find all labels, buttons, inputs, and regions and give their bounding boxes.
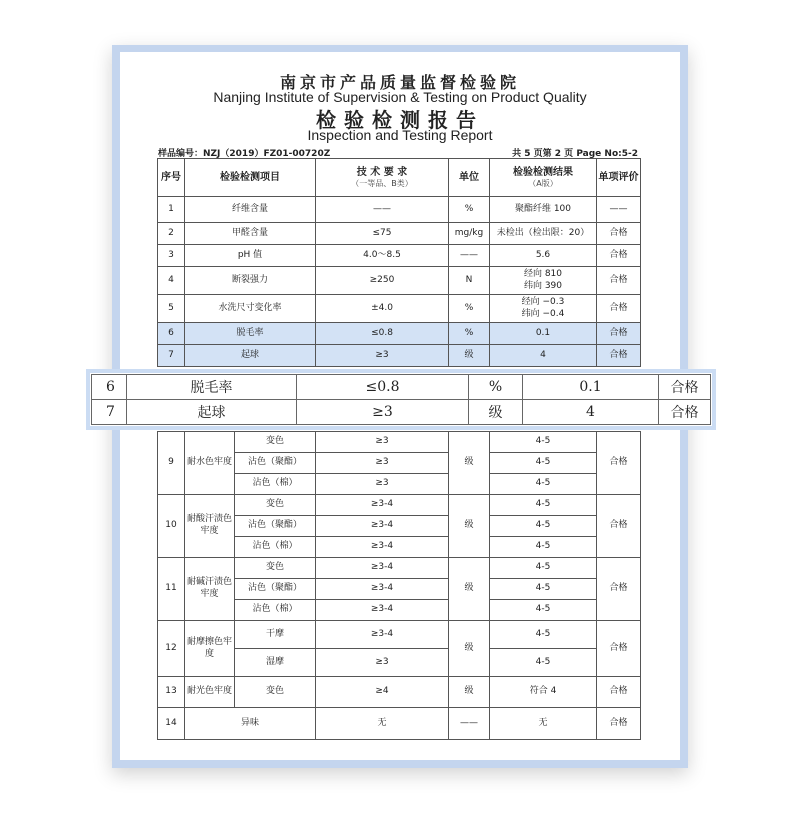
col-item-header: 检验检测项目 <box>185 159 316 197</box>
cell-eval: 合格 <box>597 708 641 740</box>
cell-unit: % <box>449 323 490 345</box>
cell-no: 5 <box>158 295 185 323</box>
zoom-cell-unit: 级 <box>469 400 523 425</box>
cell-eval: 合格 <box>597 495 641 558</box>
cell-subitem: 沾色（聚酯） <box>235 579 316 600</box>
cell-item: 异味 <box>185 708 316 740</box>
cell-result: 5.6 <box>490 245 597 267</box>
report-title-en: Inspection and Testing Report <box>307 127 493 143</box>
cell-result: 4-5 <box>490 537 597 558</box>
cell-no: 1 <box>158 197 185 223</box>
table-row <box>158 295 641 323</box>
test-results-table <box>157 158 641 367</box>
cell-result: 0.1 <box>490 323 597 345</box>
cell-eval: 合格 <box>597 267 641 295</box>
table-row-highlighted <box>158 345 641 367</box>
cell-unit: —— <box>449 245 490 267</box>
cell-req: ≥3-4 <box>316 600 449 621</box>
zoom-cell-result: 4 <box>523 400 659 425</box>
cell-req: ≥3-4 <box>316 495 449 516</box>
cell-result: 4-5 <box>490 453 597 474</box>
cell-subitem: 变色 <box>235 677 316 708</box>
magnified-row <box>92 400 711 425</box>
cell-result: 4-5 <box>490 474 597 495</box>
cell-group-name: 耐酸汗渍色牢度 <box>185 495 235 558</box>
cell-eval: 合格 <box>597 223 641 245</box>
magnified-rows-table <box>91 374 711 425</box>
cell-eval: 合格 <box>597 677 641 708</box>
cell-subitem: 变色 <box>235 495 316 516</box>
cell-unit: 级 <box>449 558 490 621</box>
cell-req: ≥3 <box>316 474 449 495</box>
cell-no: 14 <box>158 708 185 740</box>
zoom-cell-eval: 合格 <box>659 375 711 400</box>
table-row-highlighted <box>158 323 641 345</box>
cell-unit: mg/kg <box>449 223 490 245</box>
cell-req: ≥3 <box>316 432 449 453</box>
table-row <box>158 223 641 245</box>
cell-req: ≥3-4 <box>316 579 449 600</box>
cell-result <box>490 267 597 295</box>
result-subtitle: （A版） <box>528 178 558 188</box>
cell-no: 9 <box>158 432 185 495</box>
cell-req: ≥3 <box>316 453 449 474</box>
cell-result: 无 <box>490 708 597 740</box>
result-warp: 经向 −0.3 <box>521 296 565 307</box>
cell-subitem: 沾色（棉） <box>235 600 316 621</box>
col-result-header <box>490 159 597 197</box>
cell-eval: 合格 <box>597 345 641 367</box>
cell-item: 甲醛含量 <box>185 223 316 245</box>
zoom-cell-item: 脱毛率 <box>127 375 297 400</box>
cell-result: 未检出（检出限：20） <box>490 223 597 245</box>
cell-result <box>490 295 597 323</box>
cell-unit: 级 <box>449 621 490 677</box>
result-weft: 纬向 390 <box>523 280 563 291</box>
institute-name-cn: 南京市产品质量监督检验院 <box>279 73 520 92</box>
cell-no: 6 <box>158 323 185 345</box>
cell-req: ≥3-4 <box>316 558 449 579</box>
cell-req: ±4.0 <box>316 295 449 323</box>
cell-subitem: 变色 <box>235 432 316 453</box>
cell-result: 4-5 <box>490 621 597 649</box>
cell-eval: 合格 <box>597 432 641 495</box>
institute-name-en: Nanjing Institute of Supervision & Testing on Product Quality <box>213 89 587 105</box>
cell-req: 无 <box>316 708 449 740</box>
cell-item: 起球 <box>185 345 316 367</box>
cell-eval: 合格 <box>597 323 641 345</box>
zoom-cell-result: 0.1 <box>523 375 659 400</box>
cell-no: 3 <box>158 245 185 267</box>
cell-req: ≥3-4 <box>316 621 449 649</box>
zoom-cell-item: 起球 <box>127 400 297 425</box>
cell-result: 4-5 <box>490 579 597 600</box>
cell-unit: 级 <box>449 677 490 708</box>
cell-eval: —— <box>597 197 641 223</box>
cell-req: ≥3-4 <box>316 537 449 558</box>
cell-subitem: 变色 <box>235 558 316 579</box>
cell-req: ≥250 <box>316 267 449 295</box>
cell-result: 4-5 <box>490 649 597 677</box>
cell-no: 10 <box>158 495 185 558</box>
table-row <box>158 495 641 516</box>
result-weft: 纬向 −0.4 <box>521 308 565 319</box>
cell-req: ≤0.8 <box>316 323 449 345</box>
requirement-title: 技 术 要 求 <box>356 166 408 178</box>
cell-result: 4-5 <box>490 432 597 453</box>
cell-unit: —— <box>449 708 490 740</box>
cell-item: 脱毛率 <box>185 323 316 345</box>
zoom-cell-req: ≥3 <box>297 400 469 425</box>
cell-result: 4-5 <box>490 600 597 621</box>
requirement-subtitle: （一等品、B类） <box>351 178 413 188</box>
zoom-cell-eval: 合格 <box>659 400 711 425</box>
magnified-row <box>92 375 711 400</box>
cell-req: ≥3 <box>316 649 449 677</box>
cell-result: 聚酯纤维 100 <box>490 197 597 223</box>
cell-no: 12 <box>158 621 185 677</box>
cell-eval: 合格 <box>597 295 641 323</box>
colorfastness-table <box>157 431 641 740</box>
cell-group-name: 耐水色牢度 <box>185 432 235 495</box>
table-row <box>158 197 641 223</box>
cell-no: 11 <box>158 558 185 621</box>
page-info: 共 5 页第 2 页 Page No:5-2 <box>512 149 638 159</box>
table-header-row <box>158 159 641 197</box>
zoom-cell-no: 6 <box>92 375 127 400</box>
cell-no: 13 <box>158 677 185 708</box>
cell-eval: 合格 <box>597 558 641 621</box>
col-seq-header: 序号 <box>158 159 185 197</box>
report-title-cn: 检验检测报告 <box>316 108 484 132</box>
cell-subitem: 沾色（聚酯） <box>235 453 316 474</box>
table-row <box>158 245 641 267</box>
sample-number: 样品编号：NZJ（2019）FZ01-00720Z <box>158 149 331 159</box>
cell-result: 4 <box>490 345 597 367</box>
table-row <box>158 267 641 295</box>
cell-req: 4.0～8.5 <box>316 245 449 267</box>
cell-req: ≥3-4 <box>316 516 449 537</box>
cell-no: 2 <box>158 223 185 245</box>
cell-item: pH 值 <box>185 245 316 267</box>
col-requirement-header <box>316 159 449 197</box>
result-title: 检验检测结果 <box>513 166 573 178</box>
zoom-cell-req: ≤0.8 <box>297 375 469 400</box>
cell-result: 符合 4 <box>490 677 597 708</box>
table-row <box>158 432 641 453</box>
cell-result: 4-5 <box>490 495 597 516</box>
cell-item: 水洗尺寸变化率 <box>185 295 316 323</box>
cell-unit: 级 <box>449 495 490 558</box>
col-unit-header: 单位 <box>449 159 490 197</box>
cell-req: ≥3 <box>316 345 449 367</box>
cell-unit: 级 <box>449 345 490 367</box>
table-row <box>158 621 641 649</box>
cell-no: 7 <box>158 345 185 367</box>
cell-req: ≤75 <box>316 223 449 245</box>
cell-subitem: 沾色（聚酯） <box>235 516 316 537</box>
cell-subitem: 干摩 <box>235 621 316 649</box>
cell-item: 断裂强力 <box>185 267 316 295</box>
cell-subitem: 湿摩 <box>235 649 316 677</box>
table-row <box>158 558 641 579</box>
cell-eval: 合格 <box>597 621 641 677</box>
cell-subitem: 沾色（棉） <box>235 537 316 558</box>
result-warp: 经向 810 <box>523 268 563 279</box>
cell-group-name: 耐碱汗渍色牢度 <box>185 558 235 621</box>
cell-req: ≥4 <box>316 677 449 708</box>
cell-group-name: 耐光色牢度 <box>185 677 235 708</box>
cell-group-name: 耐摩擦色牢度 <box>185 621 235 677</box>
table-row <box>158 708 641 740</box>
cell-req: —— <box>316 197 449 223</box>
cell-unit: % <box>449 197 490 223</box>
col-eval-header: 单项评价 <box>597 159 641 197</box>
table-row <box>158 677 641 708</box>
zoom-cell-no: 7 <box>92 400 127 425</box>
cell-eval: 合格 <box>597 245 641 267</box>
cell-unit: N <box>449 267 490 295</box>
zoom-cell-unit: % <box>469 375 523 400</box>
cell-result: 4-5 <box>490 558 597 579</box>
cell-unit: % <box>449 295 490 323</box>
cell-result: 4-5 <box>490 516 597 537</box>
cell-no: 4 <box>158 267 185 295</box>
cell-subitem: 沾色（棉） <box>235 474 316 495</box>
cell-item: 纤维含量 <box>185 197 316 223</box>
cell-unit: 级 <box>449 432 490 495</box>
